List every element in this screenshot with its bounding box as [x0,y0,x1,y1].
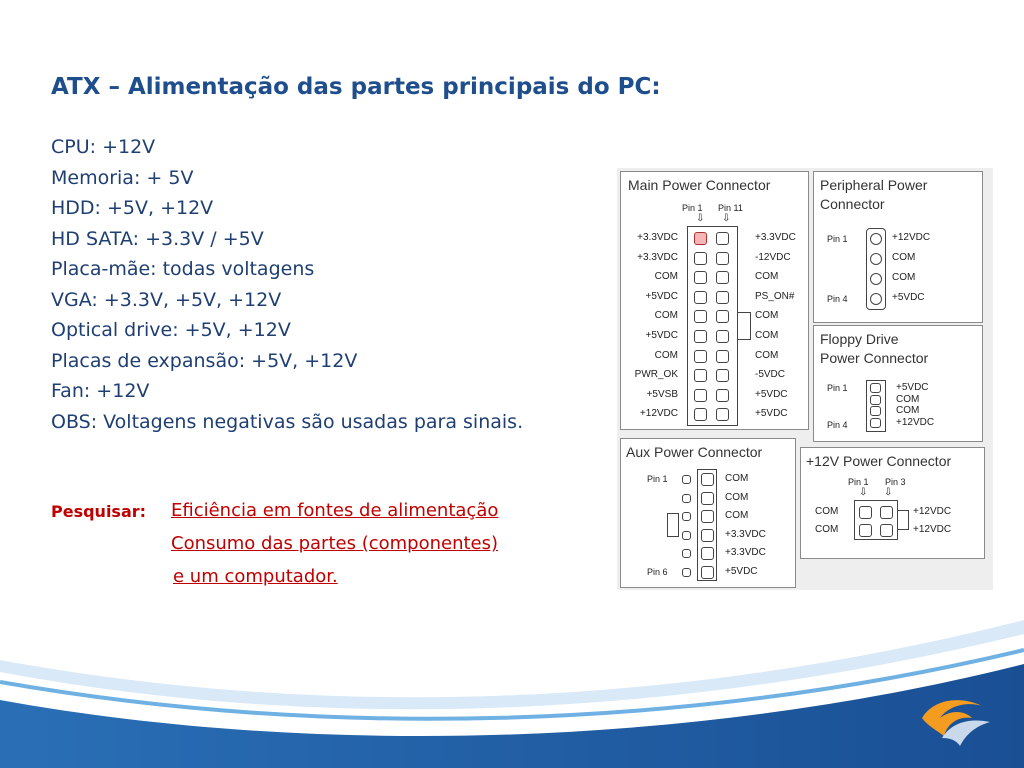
research-link-consumption[interactable]: Consumo das partes (componentes) [171,533,499,554]
aux-pin [701,492,714,505]
aux-pin [701,510,714,523]
peripheral-pin [870,253,882,265]
slide-title: ATX – Alimentação das partes principais do PC: [51,74,661,100]
main-pin [716,310,729,323]
list-item: Optical drive: +5V, +12V [51,319,291,341]
main-pin [694,330,707,343]
main-left-pin-label: +5VDC [645,290,678,302]
main-right-pin-label: -5VDC [755,369,786,381]
main-right-pin-label: +3.3VDC [755,232,796,243]
main-connector-title: Main Power Connector [628,177,771,193]
list-item: CPU: +12V [51,136,156,158]
arrow-down-icon: ⇩ [722,213,731,224]
main-right-pin-label: PS_ON# [755,290,795,302]
main-right-pin-label: +5VDC [755,408,788,420]
main-connector-latch [737,312,751,340]
main-left-pin-label: +12VDC [639,408,678,420]
main-pin [716,330,729,343]
list-item: Placa-mãe: todas voltagens [51,258,315,280]
main-right-pin-label: COM [755,349,779,361]
aux-pin [701,473,714,486]
twelve-pin [880,506,893,519]
aux-pin-tab [682,475,691,484]
list-item: Fan: +12V [51,380,150,402]
peripheral-pin [870,273,882,285]
twelve-right-pin-label: +12VDC [913,506,952,517]
peripheral-connector-panel [813,171,983,323]
aux-pin-label: COM [725,491,749,503]
brand-logo-icon [912,688,996,748]
main-left-pin-label: +3.3VDC [637,251,678,263]
main-pin1-label: Pin 1 [682,203,703,213]
peripheral-pin-label: +12VDC [892,232,931,243]
twelve-pin [859,506,872,519]
list-item: OBS: Voltagens negativas são usadas para sinais. [51,410,524,433]
peripheral-title-line1: Peripheral Power [820,177,928,193]
peripheral-pin1-label: Pin 1 [827,234,848,244]
aux-title: Aux Power Connector [626,444,763,460]
peripheral-pin [870,233,882,245]
twelve-left-pin-label: COM [815,524,839,535]
twelve-volt-connector-panel [800,447,985,559]
twelve-connector-latch [897,510,909,530]
twelve-left-pin-label: COM [815,506,839,517]
main-pin [694,271,707,284]
main-pin [694,252,707,265]
main-pin11-label: Pin 11 [718,203,743,213]
peripheral-pin4-label: Pin 4 [827,294,848,304]
research-link-computer[interactable]: e um computador. [173,566,338,587]
main-pin [694,408,707,421]
peripheral-pin [870,293,882,305]
aux-connector-panel [620,438,796,588]
floppy-pin [870,383,881,393]
main-pin [716,389,729,402]
main-right-pin-label: COM [755,310,779,322]
list-item: HDD: +5V, +12V [51,197,214,219]
aux-pin-tab [682,531,691,540]
power-requirements-list [51,132,523,437]
aux-pin-label: +3.3VDC [725,528,766,540]
aux-pin [701,566,714,579]
main-right-pin-label: COM [755,271,779,283]
main-left-pin-label: COM [654,349,678,361]
twelve-right-pin-label: +12VDC [913,524,952,535]
main-left-pin-label: +5VDC [645,330,678,341]
floppy-pin [870,406,881,416]
main-pin [694,350,707,363]
atx-connector-diagram [617,168,993,590]
arrow-down-icon: ⇩ [859,487,868,498]
floppy-connector-panel [813,325,983,442]
aux-pin-label: +3.3VDC [725,547,766,558]
main-pin [716,369,729,382]
main-left-pin-label: COM [654,271,678,283]
main-right-pin-label: COM [755,330,779,341]
peripheral-title-line2: Connector [820,196,885,212]
aux-pin-label: COM [725,510,749,521]
aux-pin6-label: Pin 6 [647,567,668,577]
main-pin [694,369,707,382]
main-right-pin-label: -12VDC [755,251,791,263]
aux-pin-tab [682,549,691,558]
peripheral-pin-label: COM [892,272,916,283]
floppy-pin-label: COM [896,393,920,405]
aux-pin [701,547,714,560]
twelve-pin [880,524,893,537]
aux-pin-tab [682,568,691,577]
main-pin [716,271,729,284]
aux-connector-latch [667,513,679,537]
aux-pin-tab [682,512,691,521]
aux-pin-label: +5VDC [725,565,758,577]
footer-swoosh [0,620,1024,768]
floppy-pin-label: COM [896,405,920,416]
floppy-pin-label: +12VDC [896,416,935,428]
floppy-pin4-label: Pin 4 [827,420,848,430]
main-left-pin-label: COM [654,310,678,322]
main-pin [716,252,729,265]
list-item: Memoria: + 5V [51,166,194,189]
arrow-down-icon: ⇩ [884,487,893,498]
main-right-pin-label: +5VDC [755,388,788,400]
list-item: VGA: +3.3V, +5V, +12V [51,288,282,311]
main-pin [716,408,729,421]
main-pin [694,389,707,402]
aux-pin-label: COM [725,473,749,484]
main-left-pin-label: PWR_OK [634,369,678,381]
twelve-volt-title: +12V Power Connector [806,453,952,469]
floppy-pin-label: +5VDC [896,382,929,393]
aux-pin-tab [682,494,691,503]
main-power-connector-panel [620,171,809,430]
research-label: Pesquisar: [51,502,147,521]
main-pin [716,350,729,363]
main-pin [716,232,729,245]
aux-pin [701,529,714,542]
aux-pin1-label: Pin 1 [647,474,668,484]
floppy-title-line2: Power Connector [820,350,929,366]
twelve-pin [859,524,872,537]
floppy-pin1-label: Pin 1 [827,383,848,393]
main-pin [694,310,707,323]
main-left-pin-label: +5VSB [646,388,678,400]
floppy-title-line1: Floppy Drive [820,331,899,347]
floppy-pin [870,418,881,428]
peripheral-pin-label: +5VDC [892,292,925,303]
twelve-pin3-label: Pin 3 [885,477,906,487]
main-pin [694,291,707,304]
main-pin [694,232,707,245]
peripheral-pin-label: COM [892,252,916,263]
floppy-pin [870,395,881,405]
main-left-pin-label: +3.3VDC [637,232,678,243]
list-item: HD SATA: +3.3V / +5V [51,227,264,250]
arrow-down-icon: ⇩ [696,213,705,224]
list-item: Placas de expansão: +5V, +12V [51,349,358,372]
twelve-pin1-label: Pin 1 [848,477,869,487]
main-pin [716,291,729,304]
research-link-efficiency[interactable]: Eficiência em fontes de alimentação [171,500,499,521]
